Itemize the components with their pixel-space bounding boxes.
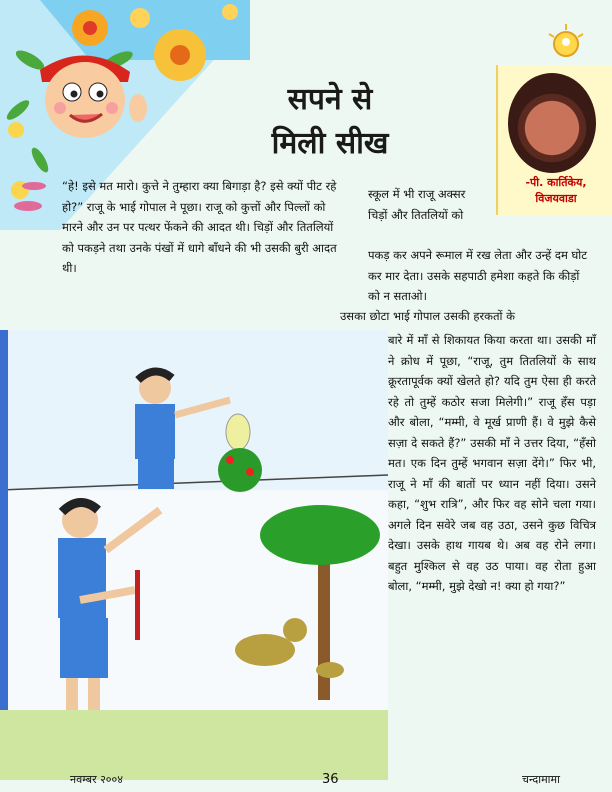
- author-photo: [508, 73, 596, 173]
- sun-lamp-icon: [546, 24, 586, 64]
- page-number: 36: [322, 772, 339, 787]
- story-title: [250, 78, 410, 166]
- tree-bush-top: [218, 448, 262, 492]
- story-illustration: [0, 330, 388, 780]
- title-line-1: सपने से: [287, 82, 373, 117]
- paragraph-school: स्कूल में भी राजू अक्सर चिड़ों और तितलियों को: [368, 187, 466, 222]
- paragraph-school-cont: पकड़ कर अपने रूमाल में रख लेता और उन्हें दम घोट कर मार देता। उसके सहपाठी हमेशा कहते कि कीड़ों को न सताओ।: [368, 248, 588, 303]
- footer-magazine-name: चन्दामामा: [522, 773, 560, 786]
- author-box: [496, 65, 612, 215]
- paragraph-brother: उसका छोटा भाई गोपाल उसकी हरकतों के: [340, 309, 515, 323]
- paragraph-opening: “हे! इसे मत मारो। कुत्ते ने तुम्हारा क्या बिगाड़ा है? इसे क्यों पीट रहे हो?” राजू के भाई गोपाल ने पूछा। राजू को कुत्तों और पिल्लों को मारने और उन पर पत्थर फेंकने की आदत थी। चिड़ों और तितलियों को पकड़ने तथा उनके पंखों में धागे बाँधने की भी उसकी बुरी आदत थी।: [62, 179, 337, 275]
- paragraph-mother-dream: बारे में माँ से शिकायत किया करता था। उसकी माँ ने क्रोध में पूछा, “राजू, तुम तितलियों के साथ क्रूरतापूर्वक क्यों खेलते हो? यदि तुम ऐसा ही करते रहे तो तुम्हें कठोर सजा मिलेगी।” राजू हँस पड़ा और बोला, “मम्मी, वे मूर्ख प्राणी हैं। वे मुझे कैसे सज़ा दे सकते हैं?” उसकी माँ ने उत्तर दिया, “हँसो मत। एक दिन तुम्हें भगवान सज़ा देंगे।” फिर भी, राजू ने माँ की बातों पर ध्यान नहीं दिया। उसने कहा, “शुभ रात्रि”, और फिर वह सोने चला गया। अगले दिन सवेरे जब वह उठा, उसने कुछ विचित्र देखा। उसके हाथ गायब थे। अब वह रोने लगा। बहुत मुश्किल से वह उठ पाया। वह रोता हुआ बोला, “मम्मी, मुझे देखो न! क्या हो गया?”: [388, 333, 596, 593]
- author-credit: [498, 175, 612, 207]
- footer-date: नवम्बर २००४: [70, 773, 123, 786]
- author-place: विजयवाडा: [535, 192, 577, 205]
- author-name: -पी. कार्तिकेय,: [525, 176, 587, 189]
- title-line-2: मिली सीख: [271, 126, 389, 161]
